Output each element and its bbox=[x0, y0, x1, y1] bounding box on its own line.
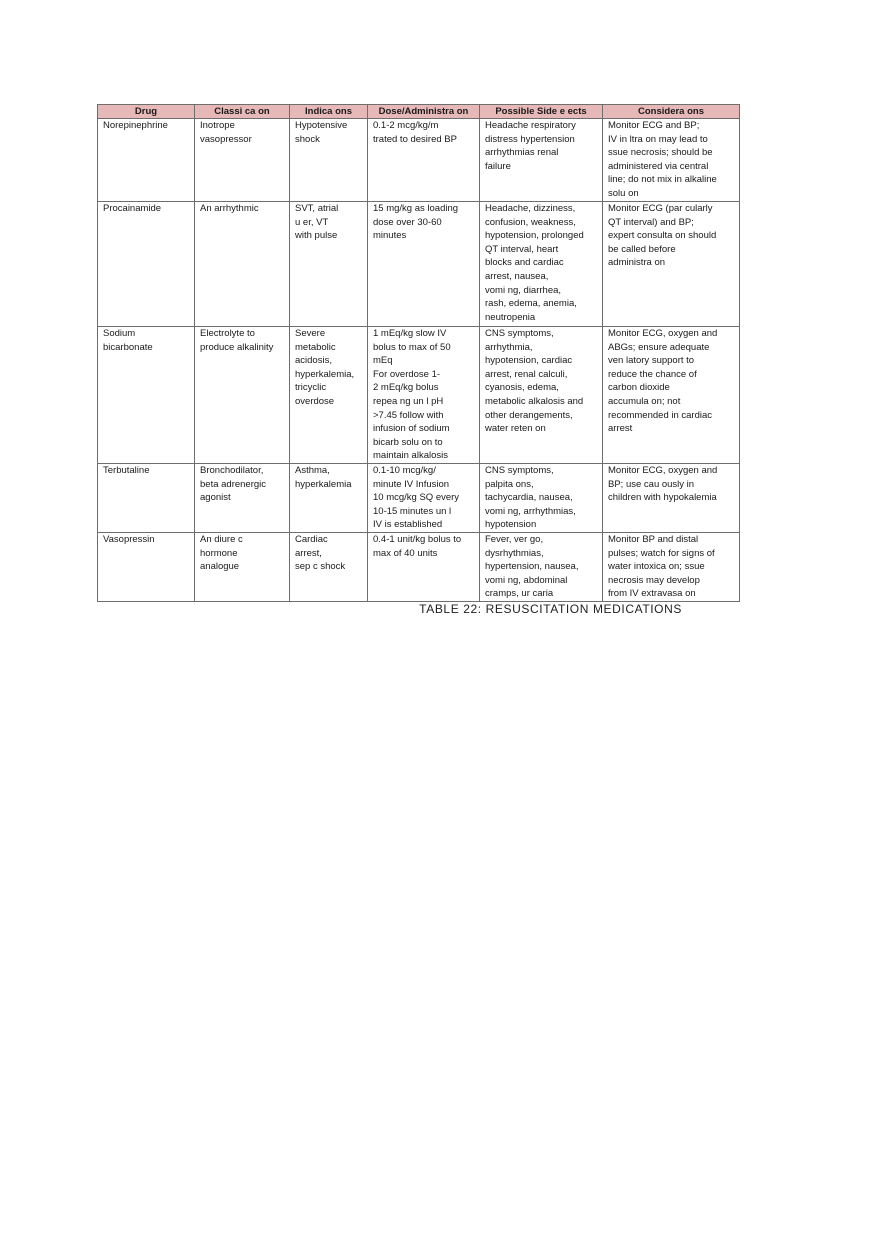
cell-considerations bbox=[603, 327, 740, 464]
cell-classification bbox=[195, 119, 290, 202]
cell-text: Severe metabolic acidosis, hyperkalemia, tricyclic overdose bbox=[295, 328, 355, 407]
cell-text: Electrolyte to produce alkalinity bbox=[200, 328, 274, 353]
cell-indications bbox=[290, 119, 368, 202]
cell-side-effects bbox=[480, 464, 603, 533]
cell-text: Cardiac arrest, sep c shock bbox=[295, 534, 346, 573]
cell-text: Monitor ECG, oxygen and ABGs; ensure adequate ven latory support to reduce the chance of carbon dioxide accumula on; not recommended in cardiac arrest bbox=[608, 328, 718, 435]
cell-dose bbox=[368, 533, 480, 602]
header-considerations: Considera ons bbox=[603, 105, 740, 119]
cell-drug bbox=[98, 327, 195, 464]
cell-text: Monitor ECG, oxygen and BP; use cau ously in children with hypokalemia bbox=[608, 465, 718, 504]
cell-text: Norepinephrine bbox=[103, 120, 168, 131]
cell-drug bbox=[98, 202, 195, 327]
cell-classification bbox=[195, 533, 290, 602]
table-header-row bbox=[98, 105, 740, 119]
cell-classification bbox=[195, 327, 290, 464]
cell-text: Monitor BP and distal pulses; watch for signs of water intoxica on; ssue necrosis may develop from IV extravasa on bbox=[608, 534, 715, 600]
cell-text: Inotrope vasopressor bbox=[200, 120, 252, 145]
cell-drug bbox=[98, 119, 195, 202]
cell-dose bbox=[368, 464, 480, 533]
cell-drug bbox=[98, 533, 195, 602]
cell-classification bbox=[195, 464, 290, 533]
header-side-effects: Possible Side e ects bbox=[480, 105, 603, 119]
cell-dose bbox=[368, 327, 480, 464]
cell-side-effects bbox=[480, 533, 603, 602]
cell-side-effects bbox=[480, 202, 603, 327]
cell-indications bbox=[290, 327, 368, 464]
header-dose-administration: Dose/Administra on bbox=[368, 105, 480, 119]
cell-text: 0.1-10 mcg/kg/ minute IV Infusion 10 mcg/kg SQ every 10-15 minutes un l IV is established bbox=[373, 465, 460, 531]
cell-text: SVT, atrial u er, VT with pulse bbox=[295, 203, 339, 242]
cell-dose bbox=[368, 202, 480, 327]
cell-dose bbox=[368, 119, 480, 202]
cell-text: An diure c hormone analogue bbox=[200, 534, 243, 573]
table-row bbox=[98, 533, 740, 602]
cell-side-effects bbox=[480, 327, 603, 464]
cell-text: Vasopressin bbox=[103, 534, 155, 545]
cell-text: 15 mg/kg as loading dose over 30-60 minutes bbox=[373, 203, 459, 242]
header-indications: Indica ons bbox=[290, 105, 368, 119]
cell-considerations bbox=[603, 533, 740, 602]
cell-text: Monitor ECG (par cularly QT interval) and BP; expert consulta on should be called before administra on bbox=[608, 203, 717, 269]
cell-indications bbox=[290, 533, 368, 602]
cell-side-effects bbox=[480, 119, 603, 202]
cell-text: 0.1-2 mcg/kg/m trated to desired BP bbox=[373, 120, 457, 145]
table-row bbox=[98, 119, 740, 202]
header-drug: Drug bbox=[98, 105, 195, 119]
cell-text: An arrhythmic bbox=[200, 203, 259, 214]
cell-drug bbox=[98, 464, 195, 533]
cell-text: Fever, ver go, dysrhythmias, hypertension, nausea, vomi ng, abdominal cramps, ur caria bbox=[485, 534, 579, 600]
cell-text: Headache, dizziness, confusion, weakness, hypotension, prolonged QT interval, heart blocks and cardiac arrest, nausea, vomi ng, diarrhea, rash, edema, anemia, neutropenia bbox=[485, 203, 584, 323]
cell-text: Sodium bicarbonate bbox=[103, 328, 153, 353]
cell-text: 1 mEq/kg slow IV bolus to max of 50 mEq For overdose 1- 2 mEq/kg bolus repea ng un l pH >7.45 follow with infusion of sodium bicarb solu on to maintain alkalosis bbox=[373, 328, 451, 462]
cell-text: Bronchodilator, beta adrenergic agonist bbox=[200, 465, 267, 504]
table-row bbox=[98, 327, 740, 464]
cell-text: Asthma, hyperkalemia bbox=[295, 465, 352, 490]
cell-text: Procainamide bbox=[103, 203, 162, 214]
cell-text: Terbutaline bbox=[103, 465, 150, 476]
cell-considerations bbox=[603, 464, 740, 533]
resuscitation-medications-table bbox=[97, 104, 740, 602]
cell-text: Monitor ECG and BP; IV in ltra on may lead to ssue necrosis; should be administered via central line; do not mix in alkaline solu on bbox=[608, 120, 717, 199]
table-row bbox=[98, 464, 740, 533]
cell-text: 0.4-1 unit/kg bolus to max of 40 units bbox=[373, 534, 462, 559]
cell-indications bbox=[290, 464, 368, 533]
cell-text: CNS symptoms, arrhythmia, hypotension, cardiac arrest, renal calculi, cyanosis, edema, metabolic alkalosis and other derangements, water reten on bbox=[485, 328, 584, 435]
table-row bbox=[98, 202, 740, 327]
cell-text: Hypotensive shock bbox=[295, 120, 348, 145]
cell-classification bbox=[195, 202, 290, 327]
cell-indications bbox=[290, 202, 368, 327]
cell-considerations bbox=[603, 202, 740, 327]
header-classification: Classi ca on bbox=[195, 105, 290, 119]
cell-text: CNS symptoms, palpita ons, tachycardia, nausea, vomi ng, arrhythmias, hypotension bbox=[485, 465, 576, 531]
cell-considerations bbox=[603, 119, 740, 202]
cell-text: Headache respiratory distress hypertension arrhythmias renal failure bbox=[485, 120, 576, 172]
table-caption: TABLE 22: RESUSCITATION MEDICATIONS bbox=[419, 602, 682, 616]
